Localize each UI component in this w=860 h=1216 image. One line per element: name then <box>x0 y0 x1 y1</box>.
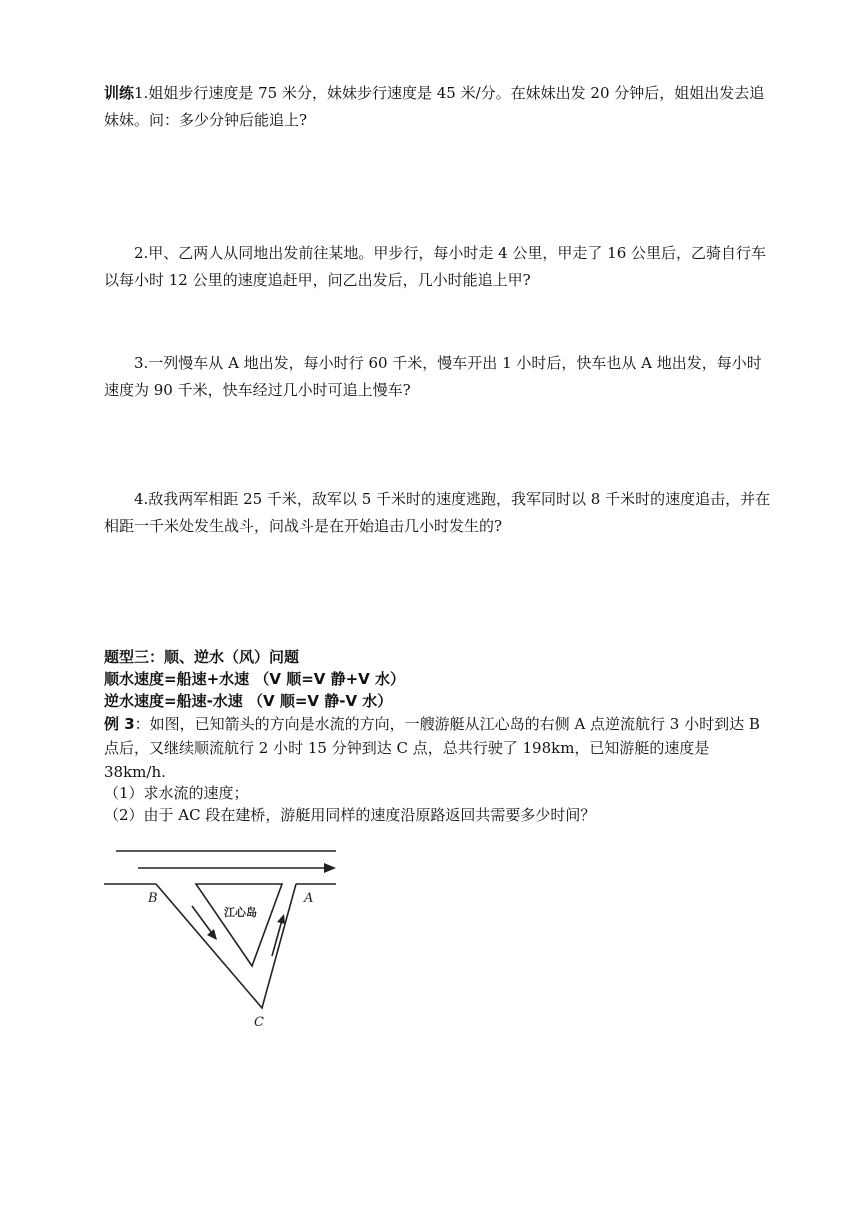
training-q4: 4.敌我两军相距 25 千米，敌军以 5 千米时的速度逃跑，我军同时以 8 千米时的速度追击，并在相距一千米处发生战斗，问战斗是在开始追击几小时发生的? <box>104 490 771 535</box>
flow-arrow-head <box>324 863 336 873</box>
example3-label: 例 3 <box>104 715 135 733</box>
example3-text: ：如图，已知箭头的方向是水流的方向，一艘游艇从江心岛的右侧 A 点逆流航行 3 小时到达 B 点后，又继续顺流航行 2 小时 15 分钟到达 C 点，总共行驶了 198km，已知游艇的速度是 38km/h. <box>104 715 760 781</box>
example3 <box>104 712 772 784</box>
sub-question-1: （1）求水流的速度； <box>104 784 249 802</box>
training-q3: 3.一列慢车从 A 地出发，每小时行 60 千米，慢车开出 1 小时后，快车也从 A 地出发，每小时速度为 90 千米，快车经过几小时可追上慢车? <box>104 354 762 399</box>
training-q1 <box>104 80 772 134</box>
training-label: 训练 <box>104 84 135 102</box>
formula-downstream: 顺水速度=船速+水速 （V 顺=V 静+V 水） <box>104 670 405 688</box>
upstream-arrow-head <box>277 914 285 924</box>
downstream-arrow-head <box>207 929 217 940</box>
formula-upstream: 逆水速度=船速-水速 （V 顺=V 静-V 水） <box>104 692 393 710</box>
sub-question-2: （2）由于 AC 段在建桥，游艇用同样的速度沿原路返回共需要多少时间？ <box>104 806 596 824</box>
label-b: B <box>148 891 158 906</box>
label-a: A <box>304 891 314 906</box>
section3-title: 题型三：顺、逆水（风）问题 <box>104 648 300 666</box>
label-c: C <box>254 1015 264 1030</box>
training-q1-text: 1.姐姐步行速度是 75 米分，妹妹步行速度是 45 米/分。在妹妹出发 20 分钟后，姐姐出发去追妹妹。问：多少分钟后能追上? <box>104 84 765 129</box>
river-figure <box>104 836 344 1036</box>
island-triangle <box>196 884 282 966</box>
island-label: 江心岛 <box>224 906 257 919</box>
training-q2: 2.甲、乙两人从同地出发前往某地。甲步行，每小时走 4 公里，甲走了 16 公里后，乙骑自行车以每小时 12 公里的速度追赶甲，问乙出发后，几小时能追上甲? <box>104 244 767 289</box>
downstream-arrow-line <box>192 906 214 936</box>
